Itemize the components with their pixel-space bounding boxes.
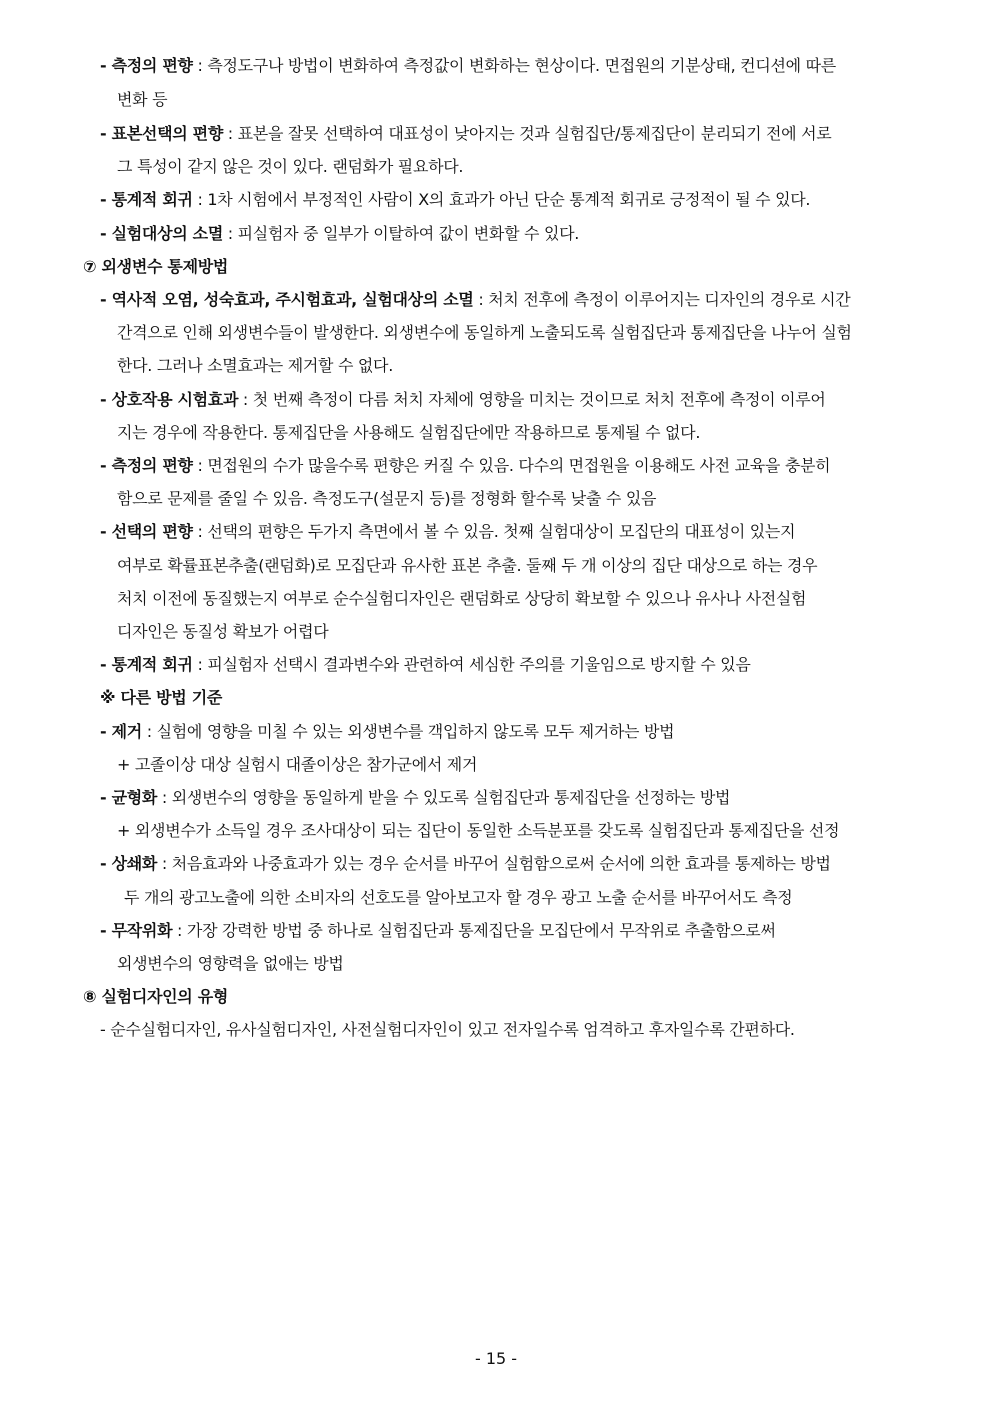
body-text: : 처음효과와 나중효과가 있는 경우 순서를 바꾸어 실험함으로써 순서에 의한 효과를 통제하는 방법 <box>157 854 831 873</box>
text-line <box>100 854 831 874</box>
body-text: : 표본을 잘못 선택하여 대표성이 낮아지는 것과 실험집단/통제집단이 분리되기 전에 서로 <box>222 124 832 143</box>
term-heading: - 상쇄화 <box>100 854 158 873</box>
body-text: : 피실험자 선택시 결과변수와 관련하여 세심한 주의를 기울임으로 방지할 수 있음 <box>192 655 751 674</box>
body-text: 두 개의 광고노출에 의한 소비자의 선호도를 알아보고자 할 경우 광고 노출 순서를 바꾸어서도 측정 <box>124 888 793 907</box>
text-line <box>100 688 222 708</box>
body-text: : 실험에 영향을 미칠 수 있는 외생변수를 객입하지 않도록 모두 제거하는 방법 <box>141 722 675 741</box>
text-line <box>100 124 831 144</box>
text-line <box>117 589 806 609</box>
text-line <box>117 423 700 443</box>
body-text: : 처치 전후에 측정이 이루어지는 디자인의 경우로 시간 <box>473 290 851 309</box>
body-text: 한다. 그러나 소멸효과는 제거할 수 없다. <box>117 356 393 375</box>
text-line <box>100 56 836 76</box>
term-heading: - 선택의 편향 <box>100 522 193 541</box>
text-line <box>100 788 730 808</box>
text-line <box>100 190 810 210</box>
body-text: 여부로 확률표본추출(랜덤화)로 모집단과 유사한 표본 추출. 둘째 두 개 이상의 집단 대상으로 하는 경우 <box>117 556 818 575</box>
body-text: + 외생변수가 소득일 경우 조사대상이 되는 집단이 동일한 소득분포를 갖도록 실험집단과 통제집단을 선정 <box>117 821 840 840</box>
body-text: 그 특성이 같지 않은 것이 있다. 랜덤화가 필요하다. <box>117 157 464 176</box>
body-text: 변화 등 <box>117 90 168 109</box>
term-heading: - 측정의 편향 <box>100 456 193 475</box>
body-text: 함으로 문제를 줄일 수 있음. 측정도구(설문지 등)를 정형화 할수록 낮출 수 있음 <box>117 489 657 508</box>
term-heading: - 측정의 편향 <box>100 56 193 75</box>
body-text: 간격으로 인해 외생변수들이 발생한다. 외생변수에 동일하게 노출되도록 실험집단과 통제집단을 나누어 실험 <box>117 323 852 342</box>
body-text: : 외생변수의 영향을 동일하게 받을 수 있도록 실험집단과 통제집단을 선정하는 방법 <box>157 788 731 807</box>
term-heading: ⑦ 외생변수 통제방법 <box>83 257 229 276</box>
text-line <box>100 456 830 476</box>
text-line <box>117 356 393 376</box>
text-line <box>100 290 850 310</box>
text-line <box>117 157 463 177</box>
term-heading: - 표본선택의 편향 <box>100 124 223 143</box>
body-text: : 선택의 편향은 두가지 측면에서 볼 수 있음. 첫째 실험대상이 모집단의 대표성이 있는지 <box>192 522 796 541</box>
text-line <box>117 90 167 110</box>
text-line <box>117 954 344 974</box>
text-line <box>100 224 579 244</box>
text-line <box>117 556 817 576</box>
body-text: : 측정도구나 방법이 변화하여 측정값이 변화하는 현상이다. 면접원의 기분상태, 컨디션에 따른 <box>192 56 836 75</box>
text-line <box>100 390 826 410</box>
body-text: : 가장 강력한 방법 중 하나로 실험집단과 통제집단을 모집단에서 무작위로 추출함으로써 <box>172 921 776 940</box>
text-line <box>100 722 674 742</box>
text-line <box>100 655 751 675</box>
page-number: - 15 - <box>474 1349 518 1368</box>
text-line <box>117 622 328 642</box>
term-heading: ※ 다른 방법 기준 <box>100 688 223 707</box>
text-line <box>124 888 792 908</box>
text-line <box>100 921 776 941</box>
term-heading: - 통계적 회귀 <box>100 190 193 209</box>
text-line <box>100 1020 795 1040</box>
term-heading: - 균형화 <box>100 788 158 807</box>
body-text: 처치 이전에 동질했는지 여부로 순수실험디자인은 랜덤화로 상당히 확보할 수 있으나 유사나 사전실험 <box>117 589 807 608</box>
text-line <box>100 522 795 542</box>
term-heading: - 상호작용 시험효과 <box>100 390 239 409</box>
body-text: : 피실험자 중 일부가 이탈하여 값이 변화할 수 있다. <box>222 224 580 243</box>
text-line <box>83 257 228 277</box>
text-line <box>117 821 839 841</box>
body-text: : 첫 번째 측정이 다름 처치 자체에 영향을 미치는 것이므로 처치 전후에 측정이 이루어 <box>238 390 826 409</box>
body-text: 지는 경우에 작용한다. 통제집단을 사용해도 실험집단에만 작용하므로 통제될 수 없다. <box>117 423 701 442</box>
text-line <box>117 489 656 509</box>
term-heading: - 역사적 오염, 성숙효과, 주시험효과, 실험대상의 소멸 <box>100 290 474 309</box>
text-line <box>117 323 852 343</box>
term-heading: - 통계적 회귀 <box>100 655 193 674</box>
body-text: 외생변수의 영향력을 없애는 방법 <box>117 954 344 973</box>
body-text: : 면접원의 수가 많을수록 편향은 커질 수 있음. 다수의 면접원을 이용해도 사전 교육을 충분히 <box>192 456 831 475</box>
body-text: + 고졸이상 대상 실험시 대졸이상은 참가군에서 제거 <box>117 755 478 774</box>
term-heading: - 실험대상의 소멸 <box>100 224 223 243</box>
term-heading: - 제거 <box>100 722 142 741</box>
body-text: - 순수실험디자인, 유사실험디자인, 사전실험디자인이 있고 전자일수록 엄격하고 후자일수록 간편하다. <box>100 1020 795 1039</box>
text-line <box>117 755 477 775</box>
term-heading: ⑧ 실험디자인의 유형 <box>83 987 229 1006</box>
body-text: : 1차 시험에서 부정적인 사람이 X의 효과가 아닌 단순 통계적 회귀로 긍정적이 될 수 있다. <box>192 190 811 209</box>
term-heading: - 무작위화 <box>100 921 173 940</box>
body-text: 디자인은 동질성 확보가 어렵다 <box>117 622 329 641</box>
text-line <box>83 987 228 1007</box>
